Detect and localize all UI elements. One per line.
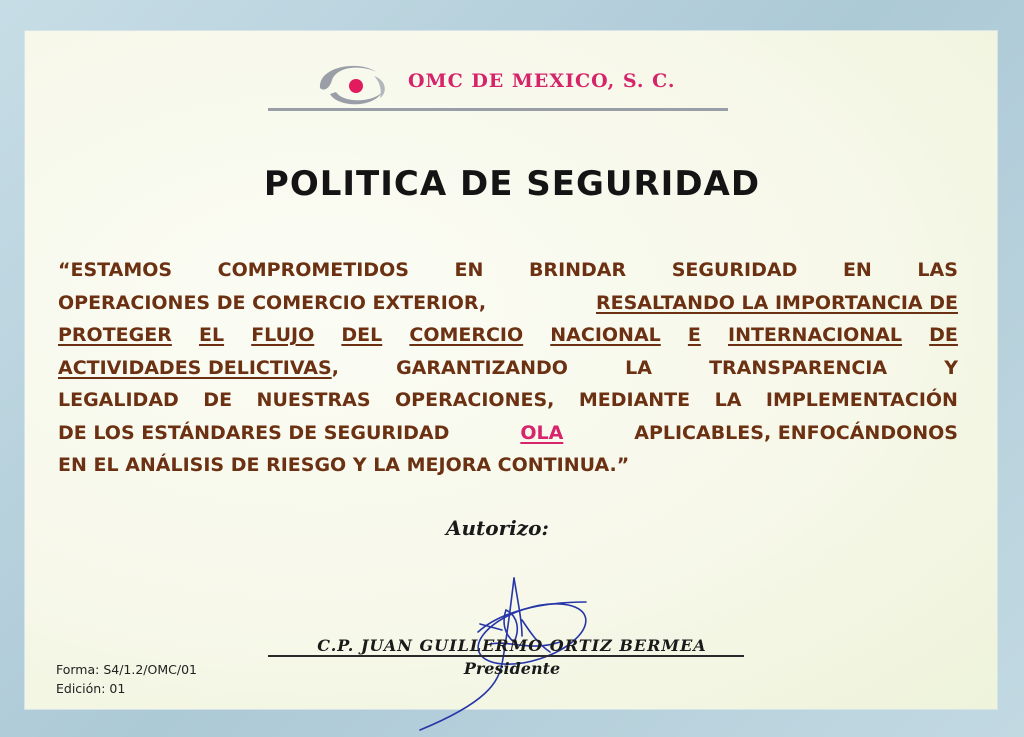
policy-text: DE LOS ESTÁNDARES DE SEGURIDAD — [58, 421, 450, 444]
policy-line-3 — [58, 319, 958, 352]
policy-comma: , — [331, 356, 339, 379]
policy-word: LEGALIDAD — [58, 389, 179, 411]
policy-word: IMPLEMENTACIÓN — [765, 389, 958, 411]
document-title: POLITICA DE SEGURIDAD — [263, 164, 761, 204]
signature-line — [268, 655, 744, 657]
policy-line-6 — [58, 417, 958, 450]
signer-name: C.P. JUAN GUILLERMO ORTIZ BERMEA — [317, 636, 707, 655]
policy-line-4 — [58, 352, 958, 385]
form-code: Forma: S4/1.2/OMC/01 — [56, 662, 197, 677]
logo-underline — [268, 108, 728, 111]
policy-underlined-word: EL — [198, 324, 225, 346]
policy-underlined-word: INTERNACIONAL — [728, 324, 903, 346]
policy-underlined-text: RESALTANDO LA IMPORTANCIA DE — [595, 291, 958, 314]
policy-underlined-text: ACTIVIDADES DELICTIVAS — [58, 356, 332, 379]
ola-highlight: OLA — [520, 421, 564, 444]
policy-line-2 — [58, 287, 958, 320]
signer-role: Presidente — [463, 659, 561, 678]
policy-underlined-group — [58, 352, 339, 385]
policy-word: GARANTIZANDO — [396, 356, 568, 379]
company-name: OMC DE MEXICO, S. C. — [408, 70, 676, 92]
policy-word: LA — [714, 389, 742, 411]
policy-word: COMPROMETIDOS — [217, 259, 409, 281]
policy-word: “ESTAMOS — [58, 259, 173, 281]
policy-statement — [58, 254, 958, 482]
policy-underlined-word: NACIONAL — [550, 324, 661, 346]
policy-underlined-word: FLUJO — [251, 324, 315, 346]
policy-line-7 — [58, 449, 958, 482]
policy-word: TRANSPARENCIA — [709, 356, 888, 379]
policy-word: MEDIANTE — [578, 389, 691, 411]
policy-word: Y — [944, 356, 958, 379]
policy-word: EN — [454, 259, 484, 281]
policy-word: EN — [842, 259, 872, 281]
policy-word: LAS — [917, 259, 958, 281]
authorization-label: Autorizo: — [446, 516, 549, 540]
omc-logo-mark — [308, 58, 398, 112]
company-logo — [268, 58, 728, 118]
policy-underlined-word: PROTEGER — [58, 324, 172, 346]
policy-underlined-word: E — [687, 324, 701, 346]
policy-underlined-word: COMERCIO — [409, 324, 524, 346]
policy-word: SEGURIDAD — [671, 259, 798, 281]
policy-word: LA — [625, 356, 652, 379]
policy-text: EN EL ANÁLISIS DE RIESGO Y LA MEJORA CONTINUA.” — [58, 454, 630, 476]
form-edition: Edición: 01 — [56, 681, 126, 696]
policy-word: OPERACIONES, — [395, 389, 555, 411]
policy-text: APLICABLES, ENFOCÁNDONOS — [634, 421, 958, 444]
policy-text: OPERACIONES DE COMERCIO EXTERIOR, — [58, 291, 487, 314]
policy-word: DE — [203, 389, 233, 411]
policy-word: BRINDAR — [528, 259, 627, 281]
policy-underlined-word: DE — [929, 324, 958, 346]
policy-line-5 — [58, 384, 958, 417]
policy-word: NUESTRAS — [256, 389, 371, 411]
policy-line-1 — [58, 254, 958, 287]
policy-underlined-word: DEL — [341, 324, 383, 346]
form-reference — [56, 660, 197, 698]
